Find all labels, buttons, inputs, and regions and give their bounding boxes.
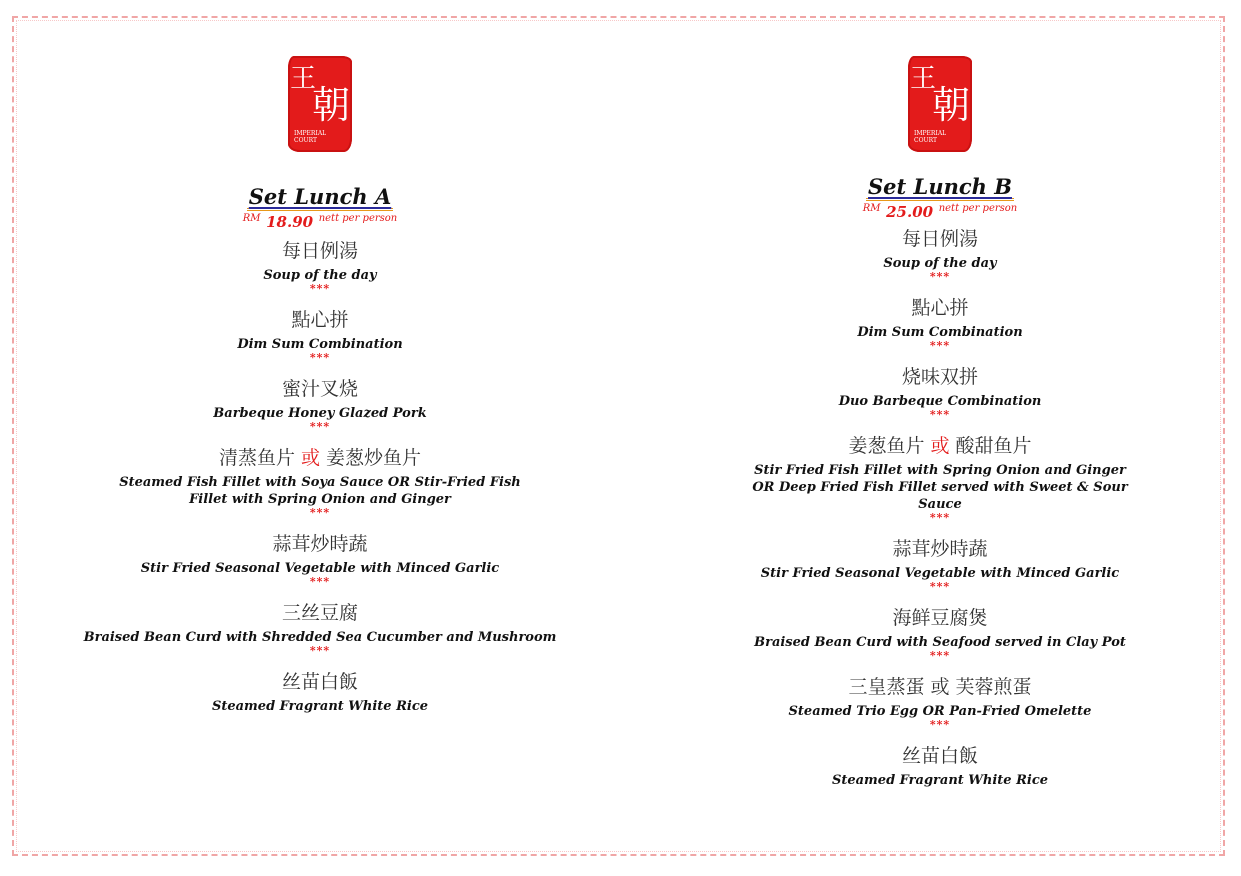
price-note: nett per person — [938, 203, 1018, 214]
or-label: 或 — [930, 435, 950, 457]
imperial-court-logo — [288, 56, 352, 152]
separator: *** — [929, 649, 951, 662]
logo-caption — [294, 130, 326, 144]
logo-caption-line: IMPERIAL — [914, 130, 947, 137]
course-name-en: Steamed Fragrant White Rice — [831, 773, 1049, 788]
separator: *** — [309, 420, 331, 433]
menu-price — [243, 212, 397, 231]
course-name-cn: 點心拼 — [911, 297, 969, 319]
separator: *** — [309, 282, 331, 295]
menu-title: Set Lunch B — [868, 174, 1012, 199]
course-name-en: Braised Bean Curd with Shredded Sea Cucumber and Mushroom — [83, 630, 557, 645]
logo-caption — [914, 130, 946, 144]
price-amount: 25.00 — [886, 203, 934, 221]
course-name-en: Stir Fried Seasonal Vegetable with Minced Garlic — [140, 561, 500, 576]
separator: *** — [929, 511, 951, 524]
course-name-en: Dim Sum Combination — [237, 337, 403, 352]
course-name-cn — [219, 446, 421, 470]
logo-glyph: 朝 — [312, 83, 351, 127]
menu-title: Set Lunch A — [248, 184, 392, 209]
course-option-cn: 芙蓉煎蛋 — [955, 676, 1032, 698]
separator: *** — [929, 718, 951, 731]
course-name-cn: 蒜茸炒時蔬 — [892, 538, 988, 560]
separator: *** — [309, 506, 331, 519]
course-name-en: Stir Fried Fish Fillet with Spring Onion and Ginger OR Deep Fried Fish Fillet served with Sweet & Sour Sauce — [752, 463, 1128, 512]
or-label: 或 — [300, 447, 320, 469]
course-option-cn: 姜葱鱼片 — [848, 435, 925, 457]
course-name-cn — [848, 675, 1031, 699]
separator: *** — [309, 575, 331, 588]
menu-set-lunch-a — [40, 0, 600, 715]
menu-set-lunch-b — [660, 0, 1220, 789]
course-name-cn: 海鲜豆腐煲 — [892, 607, 988, 629]
price-currency: RM — [242, 213, 261, 224]
course-name-en: Steamed Fish Fillet with Soya Sauce OR Stir-Fried Fish Fillet with Spring Onion and Ginger — [119, 475, 521, 507]
course-name-en: Steamed Fragrant White Rice — [211, 699, 429, 714]
course-name-en: Soup of the day — [263, 268, 377, 283]
course-name-en: Duo Barbeque Combination — [838, 394, 1042, 409]
course-name-cn: 三丝豆腐 — [281, 602, 358, 624]
course-option-cn: 姜葱炒鱼片 — [326, 447, 422, 469]
course-name-cn: 丝苗白飯 — [901, 745, 978, 767]
logo-caption-line: IMPERIAL — [294, 130, 327, 137]
course-name-cn: 丝苗白飯 — [281, 671, 358, 693]
menu-price — [863, 202, 1017, 221]
course-option-cn: 清蒸鱼片 — [218, 447, 295, 469]
separator: *** — [929, 270, 951, 283]
course-name-en: Barbeque Honey Glazed Pork — [213, 406, 427, 421]
price-currency: RM — [862, 203, 881, 214]
course-option-cn: 三皇蒸蛋 — [848, 676, 925, 698]
course-name-en: Dim Sum Combination — [857, 325, 1023, 340]
course-name-en: Stir Fried Seasonal Vegetable with Minced Garlic — [760, 566, 1120, 581]
logo-caption-line: COURT — [294, 137, 317, 144]
price-amount: 18.90 — [266, 213, 314, 231]
price-note: nett per person — [318, 213, 398, 224]
or-label: 或 — [930, 676, 950, 698]
course-name-cn: 點心拼 — [291, 309, 349, 331]
imperial-court-logo — [908, 56, 972, 152]
logo-glyph: 朝 — [932, 83, 971, 127]
separator: *** — [929, 339, 951, 352]
logo-caption-line: COURT — [914, 137, 937, 144]
course-name-cn: 每日例湯 — [901, 228, 978, 250]
separator: *** — [929, 408, 951, 421]
course-name-cn — [848, 434, 1031, 458]
course-name-en: Braised Bean Curd with Seafood served in Clay Pot — [754, 635, 1126, 650]
separator: *** — [929, 580, 951, 593]
course-name-cn: 蒜茸炒時蔬 — [272, 533, 368, 555]
separator: *** — [309, 644, 331, 657]
course-name-cn: 每日例湯 — [281, 240, 358, 262]
separator: *** — [309, 351, 331, 364]
logo-glyph: 王 — [910, 64, 937, 94]
course-name-en: Soup of the day — [883, 256, 997, 271]
course-name-cn: 蜜汁叉烧 — [281, 378, 358, 400]
course-name-en: Steamed Trio Egg OR Pan-Fried Omelette — [788, 704, 1092, 719]
course-name-cn: 烧味双拼 — [901, 366, 978, 388]
course-option-cn: 酸甜鱼片 — [955, 435, 1032, 457]
logo-glyph: 王 — [290, 64, 317, 94]
